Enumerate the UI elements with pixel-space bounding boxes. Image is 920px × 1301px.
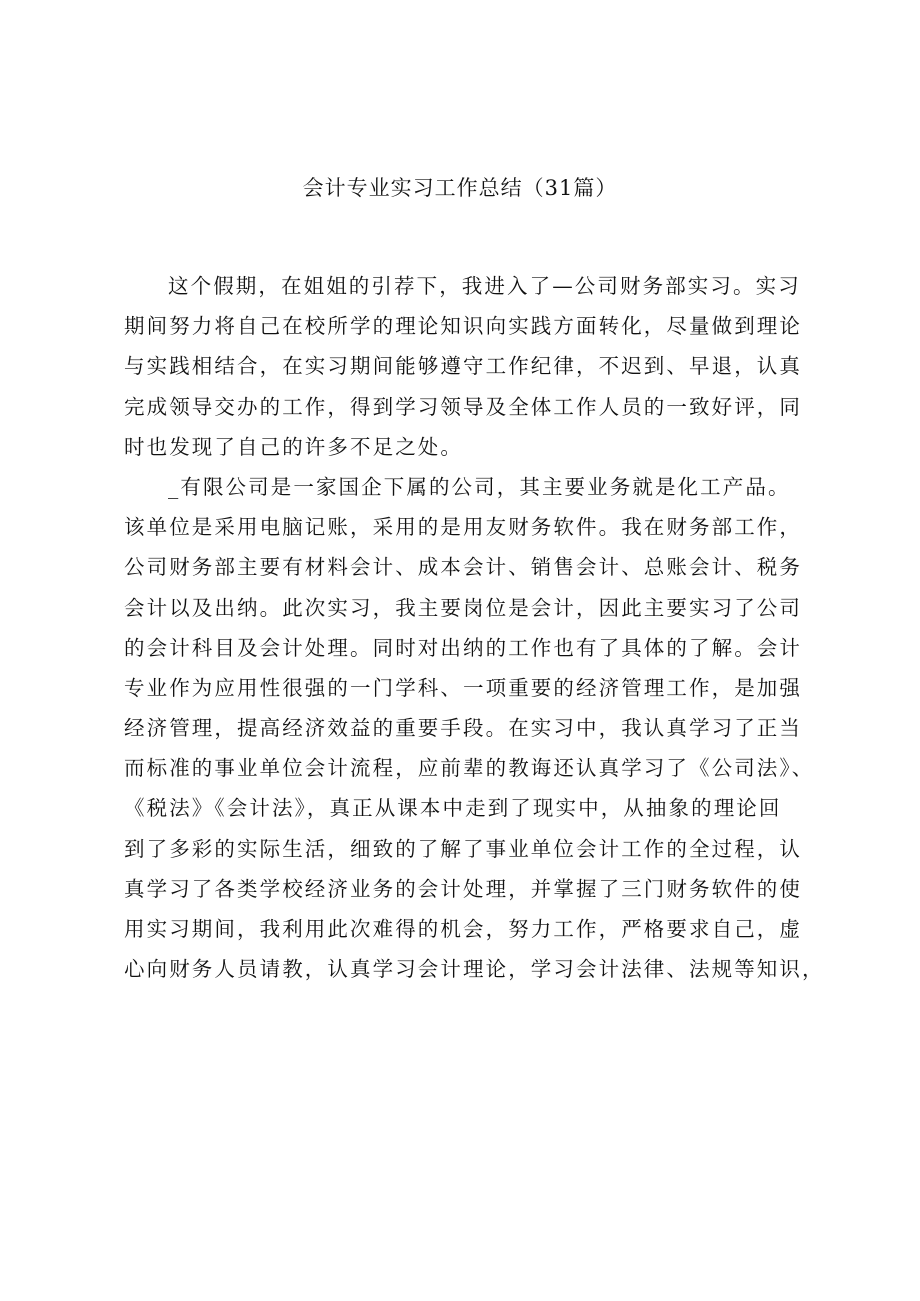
text-line: 会计以及出纳。此次实习，我主要岗位是会计，因此主要实习了公司 bbox=[124, 595, 802, 620]
text-line: 这个假期，在姐姐的引荐下，我进入了—公司财务部实习。实习 bbox=[168, 274, 801, 298]
document-body bbox=[124, 266, 824, 989]
text-line: 专业作为应用性很强的一门学科、一项重要的经济管理工作，是加强 bbox=[124, 675, 802, 700]
paragraph-2 bbox=[124, 467, 824, 989]
text-line: 真学习了各类学校经济业务的会计处理，并掌握了三门财务软件的使 bbox=[124, 876, 802, 901]
text-line: 时也发现了自己的许多不足之处。 bbox=[124, 434, 463, 459]
text-line: 的会计科目及会计处理。同时对出纳的工作也有了具体的了解。会计 bbox=[124, 635, 802, 660]
text-line: 期间努力将自己在校所学的理论知识向实践方面转化，尽量做到理论 bbox=[124, 314, 802, 339]
text-line: 《税法》《会计法》，真正从课本中走到了现实中，从抽象的理论回 bbox=[124, 796, 782, 821]
text-line: 而标准的事业单位会计流程，应前辈的教诲还认真学习了《公司法》、 bbox=[124, 756, 815, 781]
text-line: 到了多彩的实际生活，细致的了解了事业单位会计工作的全过程，认 bbox=[124, 836, 802, 861]
text-line: _有限公司是一家国企下属的公司，其主要业务就是化工产品。 bbox=[168, 474, 791, 499]
text-line: 与实践相结合，在实习期间能够遵守工作纪律，不迟到、早退，认真 bbox=[124, 354, 802, 379]
text-line: 用实习期间，我利用此次难得的机会，努力工作，严格要求自己，虚 bbox=[124, 917, 802, 941]
document-title: 会计专业实习工作总结（31篇） bbox=[302, 176, 618, 200]
paragraph-1 bbox=[124, 266, 824, 467]
text-line: 完成领导交办的工作，得到学习领导及全体工作人员的一致好评，同 bbox=[124, 394, 802, 419]
text-line: 经济管理，提高经济效益的重要手段。在实习中，我认真学习了正当 bbox=[124, 716, 802, 741]
text-line: 该单位是采用电脑记账，采用的是用友财务软件。我在财务部工作， bbox=[124, 515, 802, 540]
text-line: 公司财务部主要有材料会计、成本会计、销售会计、总账会计、税务 bbox=[124, 555, 802, 580]
text-line: 心向财务人员请教，认真学习会计理论，学习会计法律、法规等知识， bbox=[124, 957, 825, 982]
